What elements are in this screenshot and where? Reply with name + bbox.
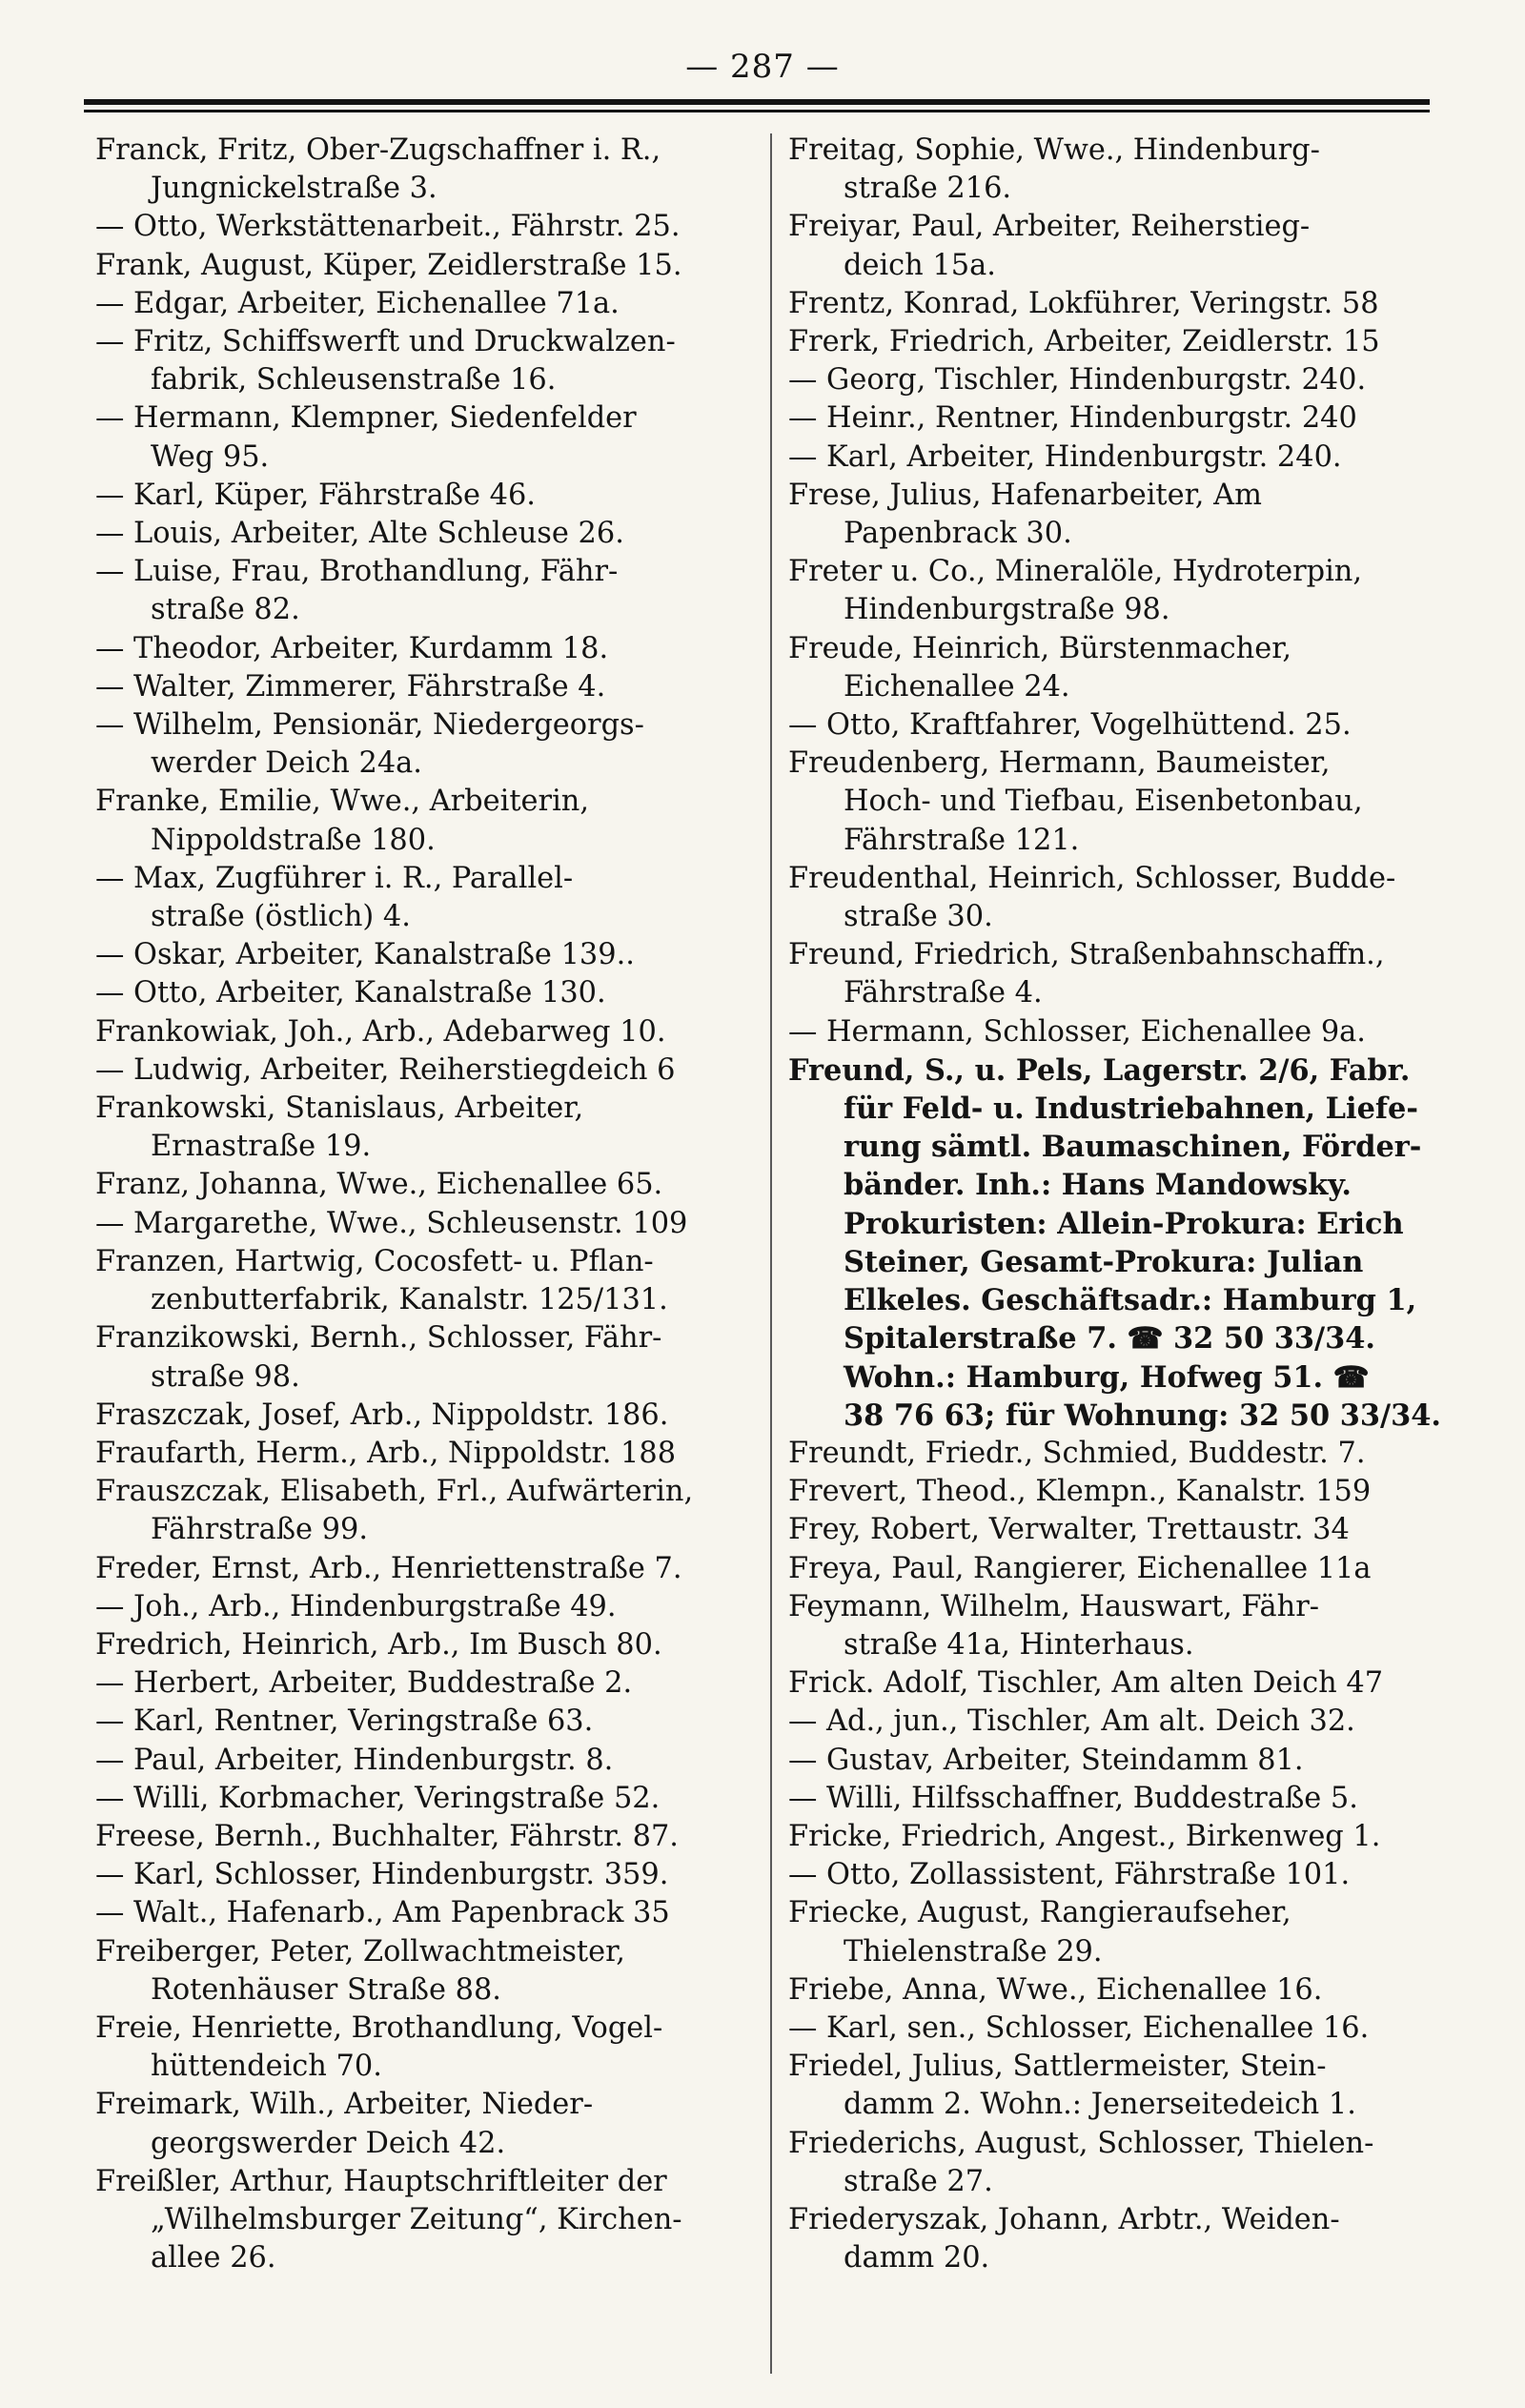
entry-line: Frey, Robert, Verwalter, Trettaustr. 34 (788, 1513, 1350, 1547)
entry-line: — Karl, Arbeiter, Hindenburgstr. 240. (788, 439, 1342, 474)
entry-line: — Max, Zugführer i. R., Parallel- (95, 861, 574, 895)
entry-line: — Heinr., Rentner, Hindenburgstr. 240 (788, 401, 1357, 436)
entry-line: — Otto, Werkstättenarbeit., Fährstr. 25. (95, 210, 681, 244)
entry-line: Freiyar, Paul, Arbeiter, Reiherstieg- (788, 210, 1311, 244)
entry-line: — Joh., Arb., Hindenburgstraße 49. (95, 1589, 617, 1623)
entry-continuation-line: Wohn.: Hamburg, Hofweg 51. ☎ (844, 1359, 1370, 1395)
entry-continuation-line: Eichenallee 24. (844, 669, 1070, 704)
entry-line: Friebe, Anna, Wwe., Eichenallee 16. (788, 1972, 1323, 2007)
page-number: — 287 — (685, 48, 840, 86)
entry-continuation-line: Jungnickelstraße 3. (151, 172, 437, 206)
entry-line: — Louis, Arbeiter, Alte Schleuse 26. (95, 517, 624, 551)
entry-line: — Willi, Hilfsschaffner, Buddestraße 5. (788, 1781, 1358, 1815)
entry-line: — Karl, Schlosser, Hindenburgstr. 359. (95, 1858, 669, 1892)
entry-line: — Luise, Frau, Brothandlung, Fähr- (95, 555, 619, 589)
entry-continuation-line: fabrik, Schleusenstraße 16. (151, 363, 557, 398)
entry-line: Freund, Friedrich, Straßenbahnschaffn., (788, 938, 1385, 972)
entry-line: — Otto, Kraftfahrer, Vogelhüttend. 25. (788, 708, 1352, 743)
entry-line: — Herbert, Arbeiter, Buddestraße 2. (95, 1666, 633, 1701)
entry-continuation-line: Prokuristen: Allein-Prokura: Erich (844, 1206, 1404, 1241)
entry-continuation-line: straße 98. (151, 1359, 300, 1394)
entry-line: — Theodor, Arbeiter, Kurdamm 18. (95, 631, 609, 665)
entry-continuation-line: Steiner, Gesamt-Prokura: Julian (844, 1244, 1364, 1279)
entry-line: — Walter, Zimmerer, Fährstraße 4. (95, 669, 606, 704)
entry-line: — Otto, Zollassistent, Fährstraße 101. (788, 1858, 1351, 1892)
entry-line: — Edgar, Arbeiter, Eichenallee 71a. (95, 286, 620, 320)
entry-line: Friecke, August, Rangieraufseher, (788, 1896, 1291, 1930)
entry-continuation-line: Thielenstraße 29. (844, 1934, 1103, 1969)
entry-line: Frese, Julius, Hafenarbeiter, Am (788, 478, 1262, 512)
entry-line: — Willi, Korbmacher, Veringstraße 52. (95, 1781, 661, 1815)
entry-line: — Walt., Hafenarb., Am Papenbrack 35 (95, 1896, 670, 1930)
entry-continuation-line: Fährstraße 121. (844, 823, 1080, 857)
entry-line: Fraszczak, Josef, Arb., Nippoldstr. 186. (95, 1398, 669, 1432)
entry-line: — Otto, Arbeiter, Kanalstraße 130. (95, 976, 606, 1010)
entry-continuation-line: Hoch- und Tiefbau, Eisenbetonbau, (844, 785, 1363, 819)
entry-line: — Georg, Tischler, Hindenburgstr. 240. (788, 363, 1367, 398)
entry-continuation-line: straße 27. (844, 2164, 993, 2198)
entry-line: Freundt, Friedr., Schmied, Buddestr. 7. (788, 1436, 1366, 1470)
entry-line: Frankowski, Stanislaus, Arbeiter, (95, 1092, 584, 1126)
entry-line: Freudenthal, Heinrich, Schlosser, Budde- (788, 861, 1396, 895)
entry-line: Freude, Heinrich, Bürstenmacher, (788, 631, 1292, 665)
entry-line: Frauszczak, Elisabeth, Frl., Aufwärterin, (95, 1475, 694, 1509)
entry-line: — Karl, Küper, Fährstraße 46. (95, 478, 536, 512)
entry-continuation-line: Papenbrack 30. (844, 517, 1072, 551)
entry-line: — Ad., jun., Tischler, Am alt. Deich 32. (788, 1704, 1355, 1739)
entry-continuation-line: werder Deich 24a. (151, 746, 422, 781)
entry-line: — Hermann, Klempner, Siedenfelder (95, 401, 637, 436)
entry-line: Frerk, Friedrich, Arbeiter, Zeidlerstr. 15 (788, 325, 1380, 359)
entry-line: Franck, Fritz, Ober-Zugschaffner i. R., (95, 133, 661, 167)
entry-line: Frevert, Theod., Klempn., Kanalstr. 159 (788, 1475, 1372, 1509)
entry-line: — Gustav, Arbeiter, Steindamm 81. (788, 1743, 1304, 1777)
entry-line: Franzikowski, Bernh., Schlosser, Fähr- (95, 1321, 662, 1356)
right-column (784, 132, 1466, 2381)
entry-line: Freudenberg, Hermann, Baumeister, (788, 746, 1331, 781)
entry-line: Friedel, Julius, Sattlermeister, Stein- (788, 2050, 1327, 2084)
entry-continuation-line: Ernastraße 19. (151, 1130, 372, 1164)
entry-line: — Hermann, Schlosser, Eichenallee 9a. (788, 1014, 1366, 1049)
entry-continuation-line: rung sämtl. Baumaschinen, Förder- (844, 1130, 1422, 1165)
entry-line: Frank, August, Küper, Zeidlerstraße 15. (95, 248, 682, 282)
entry-line: Friederichs, August, Schlosser, Thielen- (788, 2126, 1374, 2160)
entry-line: Freund, S., u. Pels, Lagerstr. 2/6, Fabr. (788, 1052, 1411, 1088)
entry-continuation-line: Nippoldstraße 180. (151, 823, 436, 857)
entry-line: Freese, Bernh., Buchhalter, Fährstr. 87. (95, 1819, 679, 1853)
entry-continuation-line: damm 2. Wohn.: Jenerseitedeich 1. (844, 2088, 1356, 2122)
entry-line: Freitag, Sophie, Wwe., Hindenburg- (788, 133, 1320, 167)
column-divider (770, 133, 772, 2374)
entry-line: — Ludwig, Arbeiter, Reiherstiegdeich 6 (95, 1052, 676, 1087)
entry-line: Freißler, Arthur, Hauptschriftleiter der (95, 2164, 667, 2198)
entry-line: Frentz, Konrad, Lokführer, Veringstr. 58 (788, 286, 1379, 320)
entry-continuation-line: georgswerder Deich 42. (151, 2126, 506, 2160)
entry-line: Franke, Emilie, Wwe., Arbeiterin, (95, 785, 590, 819)
entry-line: — Karl, Rentner, Veringstraße 63. (95, 1704, 594, 1739)
entry-continuation-line: bänder. Inh.: Hans Mandowsky. (844, 1168, 1352, 1203)
entry-line: Friederyszak, Johann, Arbtr., Weiden- (788, 2202, 1340, 2236)
entry-line: Feymann, Wilhelm, Hauswart, Fähr- (788, 1589, 1320, 1623)
entry-line: — Karl, sen., Schlosser, Eichenallee 16. (788, 2010, 1370, 2045)
entry-line: Freiberger, Peter, Zollwachtmeister, (95, 1934, 625, 1969)
entry-line: — Wilhelm, Pensionär, Niedergeorgs- (95, 708, 644, 743)
entry-line: — Paul, Arbeiter, Hindenburgstr. 8. (95, 1743, 614, 1777)
entry-line: Franz, Johanna, Wwe., Eichenallee 65. (95, 1168, 663, 1202)
entry-continuation-line: allee 26. (151, 2241, 276, 2275)
entry-continuation-line: Fährstraße 99. (151, 1513, 368, 1547)
entry-line: Freder, Ernst, Arb., Henriettenstraße 7. (95, 1551, 682, 1585)
entry-line: Frick. Adolf, Tischler, Am alten Deich 47 (788, 1666, 1384, 1701)
entry-continuation-line: Fährstraße 4. (844, 976, 1043, 1010)
entry-continuation-line: Elkeles. Geschäftsadr.: Hamburg 1, (844, 1283, 1417, 1318)
entry-continuation-line: zenbutterfabrik, Kanalstr. 125/131. (151, 1283, 668, 1317)
entry-continuation-line: deich 15a. (844, 248, 996, 282)
entry-continuation-line: 38 76 63; für Wohnung: 32 50 33/34. (844, 1398, 1441, 1433)
entry-continuation-line: damm 20. (844, 2241, 990, 2275)
entry-continuation-line: straße 41a, Hinterhaus. (844, 1627, 1194, 1662)
header-rule (84, 99, 1430, 112)
entry-continuation-line: Spitalerstraße 7. ☎ 32 50 33/34. (844, 1321, 1375, 1357)
entry-line: Freimark, Wilh., Arbeiter, Nieder- (95, 2088, 594, 2122)
entry-continuation-line: hüttendeich 70. (151, 2050, 382, 2084)
entry-continuation-line: Hindenburgstraße 98. (844, 593, 1170, 627)
entry-line: — Fritz, Schiffswerft und Druckwalzen- (95, 325, 676, 359)
entry-continuation-line: Weg 95. (151, 439, 270, 474)
entry-line: — Margarethe, Wwe., Schleusenstr. 109 (95, 1206, 688, 1240)
entry-line: Fraufarth, Herm., Arb., Nippoldstr. 188 (95, 1436, 677, 1470)
entry-line: Fredrich, Heinrich, Arb., Im Busch 80. (95, 1627, 662, 1662)
left-column (92, 132, 773, 2381)
entry-continuation-line: „Wilhelmsburger Zeitung“, Kirchen- (151, 2202, 682, 2236)
entry-continuation-line: straße (östlich) 4. (151, 900, 411, 934)
entry-line: — Oskar, Arbeiter, Kanalstraße 139.. (95, 938, 635, 972)
entry-continuation-line: Rotenhäuser Straße 88. (151, 1972, 501, 2007)
entry-line: Frankowiak, Joh., Arb., Adebarweg 10. (95, 1014, 666, 1049)
entry-continuation-line: straße 30. (844, 900, 993, 934)
entry-line: Freie, Henriette, Brothandlung, Vogel- (95, 2010, 663, 2045)
entry-line: Fricke, Friedrich, Angest., Birkenweg 1. (788, 1819, 1381, 1853)
entry-line: Franzen, Hartwig, Cocosfett- u. Pflan- (95, 1244, 654, 1278)
entry-continuation-line: straße 82. (151, 593, 300, 627)
entry-continuation-line: straße 216. (844, 172, 1012, 206)
entry-continuation-line: für Feld- u. Industriebahnen, Liefe- (844, 1092, 1418, 1127)
entry-line: Freya, Paul, Rangierer, Eichenallee 11a (788, 1551, 1372, 1585)
entry-line: Freter u. Co., Mineralöle, Hydroterpin, (788, 555, 1363, 589)
